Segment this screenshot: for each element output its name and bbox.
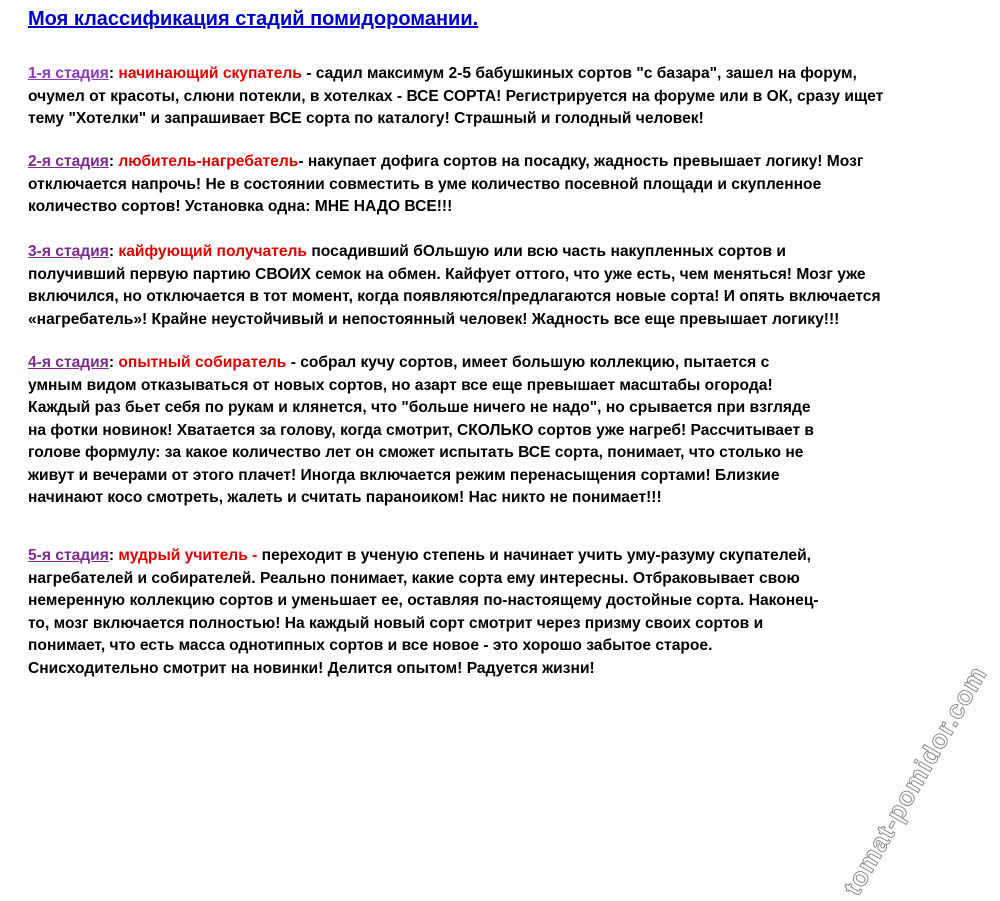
- stage-2-line-2: отключается напрочь! Не в состоянии совместить в уме количество посевной площади и скупленное: [28, 175, 822, 193]
- stage-2-line-1: 2-я стадия: любитель-нагребатель- накупает дофига сортов на посадку, жадность превышает логику! Мозг: [28, 153, 864, 170]
- stage-2-paragraph: [28, 151, 988, 219]
- stage-1-label: 1-я стадия: [28, 65, 109, 82]
- watermark: tomat-pomidor.com: [837, 660, 994, 901]
- stage-5-line-2: нагребателей и собирателей. Реально понимает, какие сорта ему интересны. Отбраковывает свою: [28, 569, 800, 587]
- stage-4-line-7: начинают косо смотреть, жалеть и считать параноиком! Нас никто не понимает!!!: [28, 489, 662, 506]
- stage-5-line-3: немеренную коллекцию сортов и уменьшает ее, оставляя по-настоящему достойные сорта. Наконец-: [28, 592, 819, 609]
- stage-4-role: опытный собиратель: [118, 354, 287, 371]
- stage-3-paragraph: [28, 241, 988, 331]
- stage-3-text-1: посадивший бОльшую или всю часть накупленных сортов и: [307, 243, 786, 260]
- stage-5-label: 5-я стадия: [28, 547, 109, 564]
- stage-4-line-6: живут и вечерами от этого плачет! Иногда включается режим перенасыщения сортами! Близкие: [28, 466, 780, 484]
- stage-4-line-5: голове формулу: за какое количество лет он сможет испытать ВСЕ сорта, понимает, что столько не: [28, 444, 804, 461]
- stage-3-role: кайфующий получатель: [118, 243, 308, 260]
- stage-1-text-1: - садил максимум 2-5 бабушкиных сортов "с базара", зашел на форум,: [306, 65, 857, 82]
- stage-1-paragraph: [28, 63, 988, 131]
- stage-5-line-6: Снисходительно смотрит на новинки! Делится опытом! Радуется жизни!: [28, 659, 595, 677]
- stage-2-role: любитель-нагребатель: [118, 153, 299, 170]
- stage-3-line-3: включился, но отключается в тот момент, когда появляются/предлагаются новые сорта! И опять включается: [28, 288, 881, 305]
- stage-4-line-4: на фотки новинок! Хватается за голову, когда смотрит, СКОЛЬКО сортов уже нагреб! Рассчитывает в: [28, 421, 814, 439]
- stage-3-line-1: 3-я стадия: кайфующий получатель посадивший бОльшую или всю часть накупленных сортов и: [28, 243, 786, 260]
- stage-5-paragraph: [28, 545, 988, 680]
- stage-5-line-4: то, мозг включается полностью! На каждый новый сорт смотрит через призму своих сортов и: [28, 614, 764, 632]
- stage-1-line-3: тему "Хотелки" и запрашивает ВСЕ сорта по каталогу! Страшный и голодный человек!: [28, 110, 704, 127]
- stage-2-text-1: - накупает дофига сортов на посадку, жадность превышает логику! Мозг: [298, 153, 864, 170]
- stage-4-line-1: 4-я стадия: опытный собиратель - собрал кучу сортов, имеет большую коллекцию, пытается с: [28, 354, 770, 371]
- stage-5-line-5: понимает, что есть масса однотипных сортов и все новое - это хорошо забытое старое.: [28, 637, 713, 654]
- stage-1-role: начинающий скупатель: [118, 65, 302, 82]
- stage-3-line-4: «нагребатель»! Крайне неустойчивый и непостоянный человек! Жадность все еще превышает логику!!!: [28, 310, 840, 328]
- stage-4-paragraph: [28, 352, 988, 510]
- stage-3-label: 3-я стадия: [28, 243, 109, 260]
- stage-2-label: 2-я стадия: [28, 153, 109, 170]
- stage-4-label: 4-я стадия: [28, 354, 109, 371]
- stage-5-role: мудрый учитель -: [118, 547, 258, 564]
- stage-4-line-2: умным видом отказываться от новых сортов, но азарт все еще превышает масштабы огорода!: [28, 376, 773, 394]
- stage-5-line-1: 5-я стадия: мудрый учитель - переходит в ученую степень и начинает учить уму-разуму скупателей,: [28, 547, 811, 564]
- stage-4-text-1: - собрал кучу сортов, имеет большую коллекцию, пытается с: [286, 354, 770, 371]
- stage-2-line-3: количество сортов! Установка одна: МНЕ НАДО ВСЕ!!!: [28, 198, 453, 215]
- stage-4-line-3: Каждый раз бьет себя по рукам и клянется, что "больше ничего не надо", но срывается при взгляде: [28, 399, 811, 416]
- page-title: Моя классификация стадий помидоромании.: [28, 8, 479, 30]
- stage-5-text-1: переходит в ученую степень и начинает учить уму-разуму скупателей,: [257, 547, 811, 564]
- stage-3-line-2: получивший первую партию СВОИХ семок на обмен. Кайфует оттого, что уже есть, чем меняться! Мозг уже: [28, 265, 866, 283]
- stage-1-line-1: 1-я стадия: начинающий скупатель - садил максимум 2-5 бабушкиных сортов "с базара", зашел на форум,: [28, 65, 857, 82]
- stage-1-line-2: очумел от красоты, слюни потекли, в хотелках - ВСЕ СОРТА! Регистрируется на форуме или в ОК, сразу ищет: [28, 87, 884, 105]
